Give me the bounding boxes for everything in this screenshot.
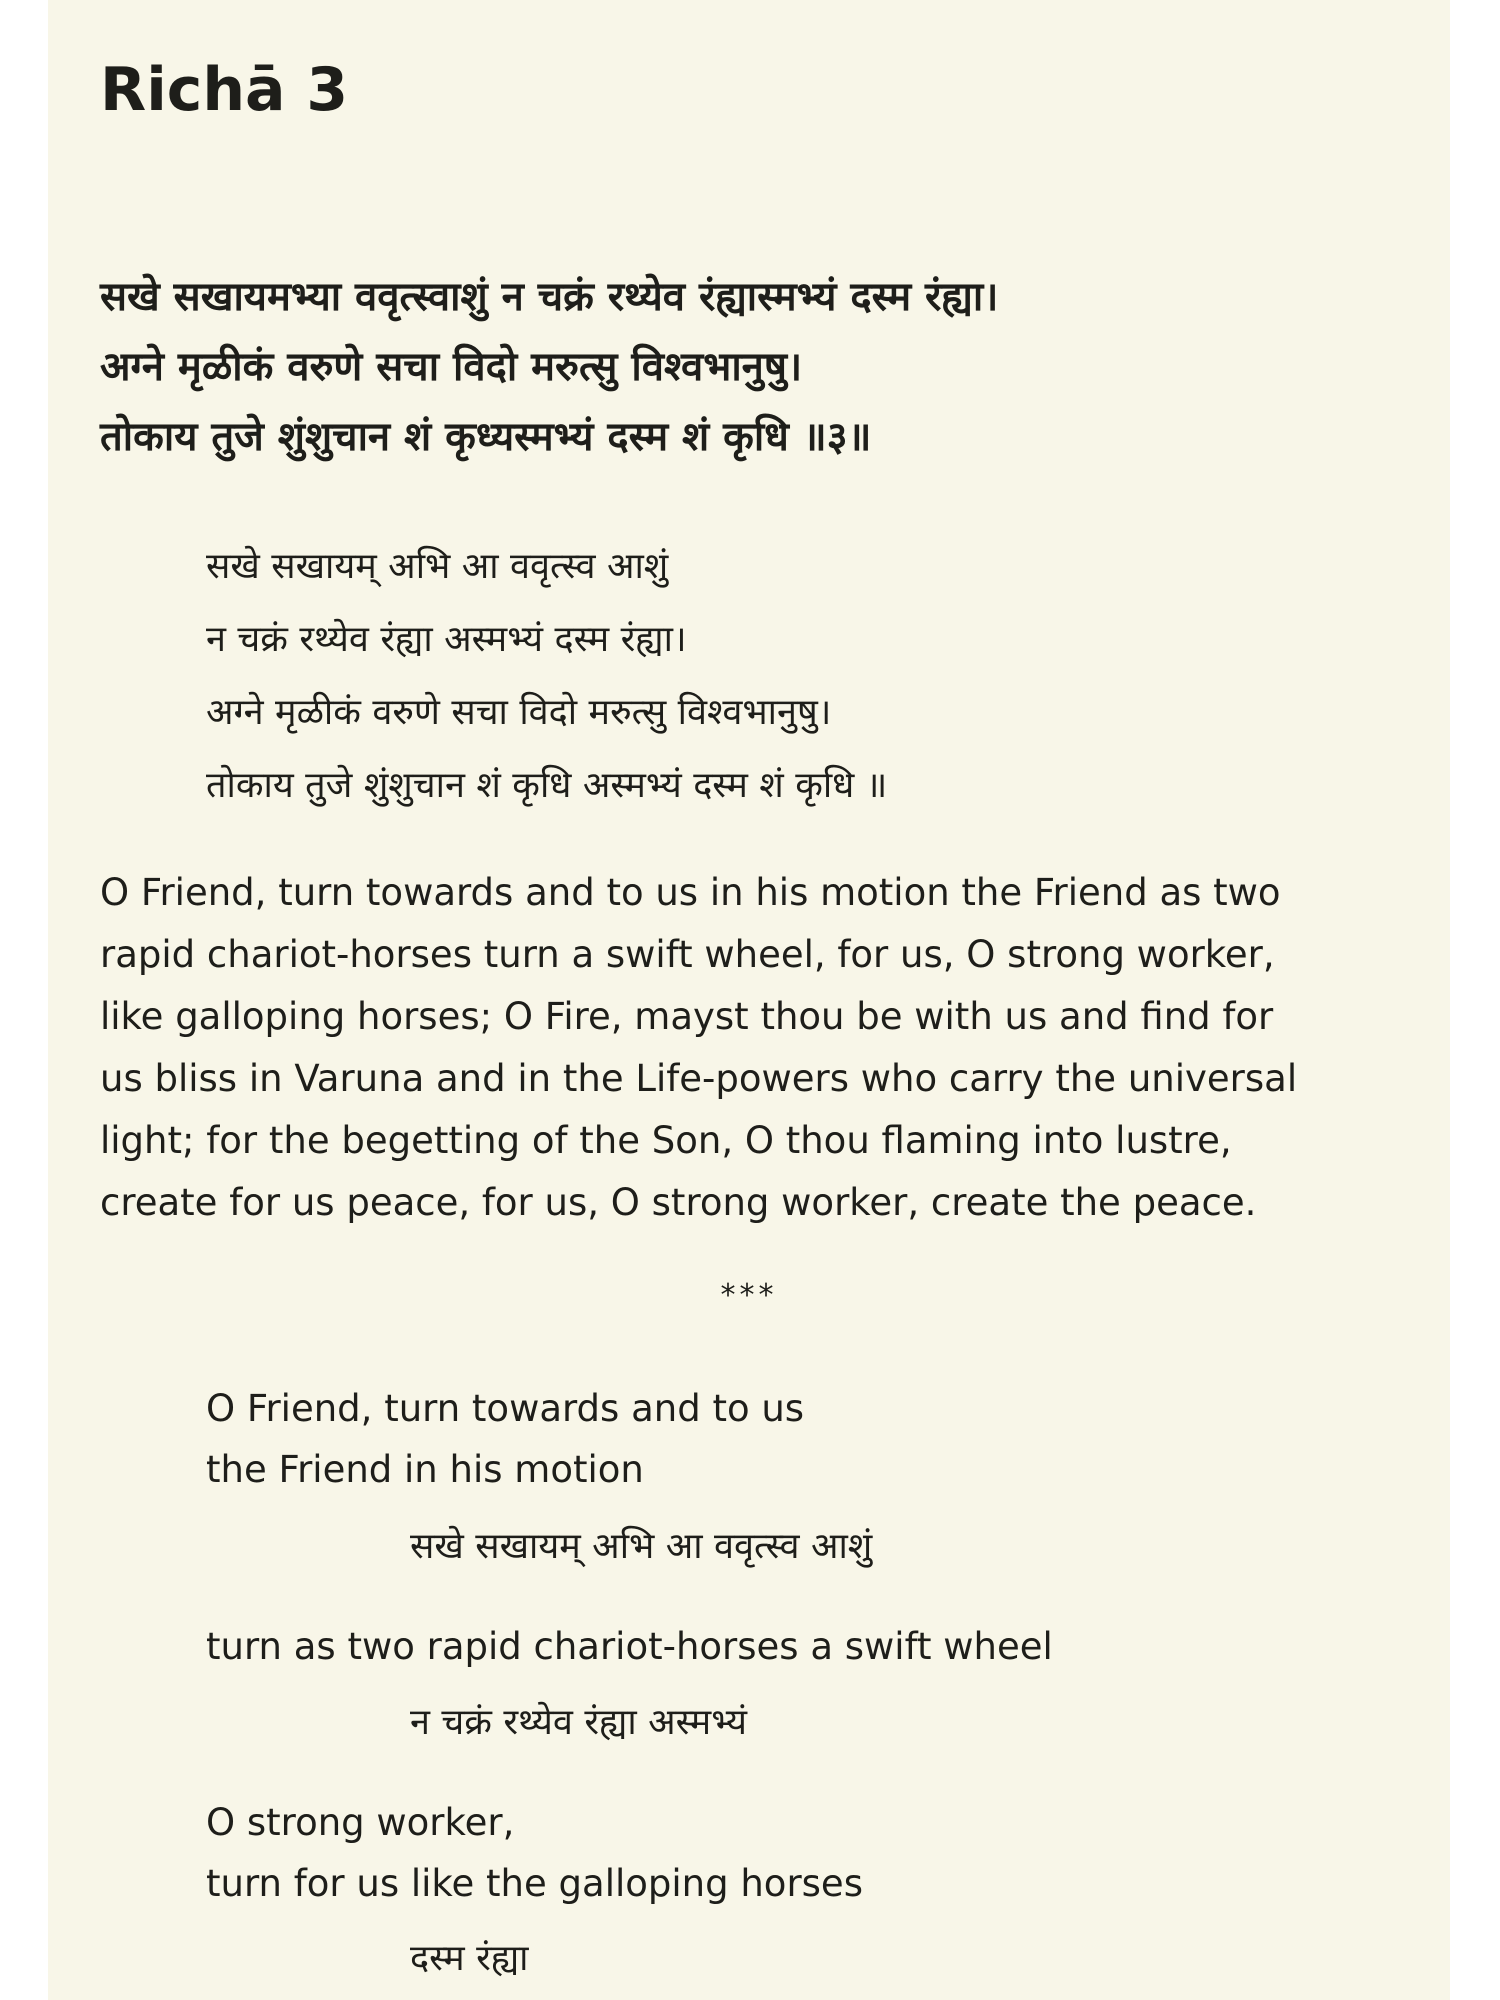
translation-line: create for us peace, for us, O strong worker, create the peace. xyxy=(100,1181,1257,1224)
phrase-sanskrit: दस्म रंह्या xyxy=(410,1938,529,1979)
phrase-sanskrit: सखे सखायम् अभि आ ववृत्स्व आशुं xyxy=(410,1526,873,1567)
translation-line: us bliss in Varuna and in the Life-powers who carry the universal xyxy=(100,1057,1298,1100)
phrase-line: turn as two rapid chariot-horses a swift wheel xyxy=(206,1625,1053,1668)
translation-line: like galloping horses; O Fire, mayst thou be with us and find for xyxy=(100,995,1274,1038)
verse-line: तोकाय तुजे शुंशुचान शं कृध्यस्मभ्यं दस्म शं कृधि ॥३॥ xyxy=(100,414,872,460)
phrase-english xyxy=(206,1378,804,1500)
phrase-sanskrit: न चक्रं रथ्येव रंह्या अस्मभ्यं xyxy=(410,1702,748,1743)
translation-paragraph xyxy=(100,862,1450,1234)
translation-line: rapid chariot-horses turn a swift wheel, for us, O strong worker, xyxy=(100,933,1275,976)
phrase-english xyxy=(206,1792,863,1914)
padapatha-line: तोकाय तुजे शुंशुचान शं कृधि अस्मभ्यं दस्म शं कृधि ॥ xyxy=(206,765,888,806)
padapatha-line: सखे सखायम् अभि आ ववृत्स्व आशुं xyxy=(206,546,669,587)
sanskrit-verse xyxy=(100,262,998,472)
phrase-line: O strong worker, xyxy=(206,1801,515,1844)
verse-line: सखे सखायमभ्या ववृत्स्वाशुं न चक्रं रथ्येव रंह्यास्मभ्यं दस्म रंह्या। xyxy=(100,274,999,320)
page-title: Richā 3 xyxy=(100,55,349,125)
book-page xyxy=(48,0,1450,2000)
section-separator: *** xyxy=(720,1278,778,1313)
padapatha-block xyxy=(206,530,887,822)
phrase-line: turn for us like the galloping horses xyxy=(206,1862,863,1905)
phrase-english xyxy=(206,1616,1053,1677)
padapatha-line: न चक्रं रथ्येव रंह्या अस्मभ्यं दस्म रंह्या। xyxy=(206,619,687,660)
phrase-line: the Friend in his motion xyxy=(206,1448,644,1491)
translation-line: O Friend, turn towards and to us in his motion the Friend as two xyxy=(100,871,1281,914)
verse-line: अग्ने मृळीकं वरुणे सचा विदो मरुत्सु विश्वभानुषु। xyxy=(100,344,803,390)
padapatha-line: अग्ने मृळीकं वरुणे सचा विदो मरुत्सु विश्वभानुषु। xyxy=(206,692,832,733)
phrase-line: O Friend, turn towards and to us xyxy=(206,1387,805,1430)
translation-line: light; for the begetting of the Son, O thou flaming into lustre, xyxy=(100,1119,1232,1162)
